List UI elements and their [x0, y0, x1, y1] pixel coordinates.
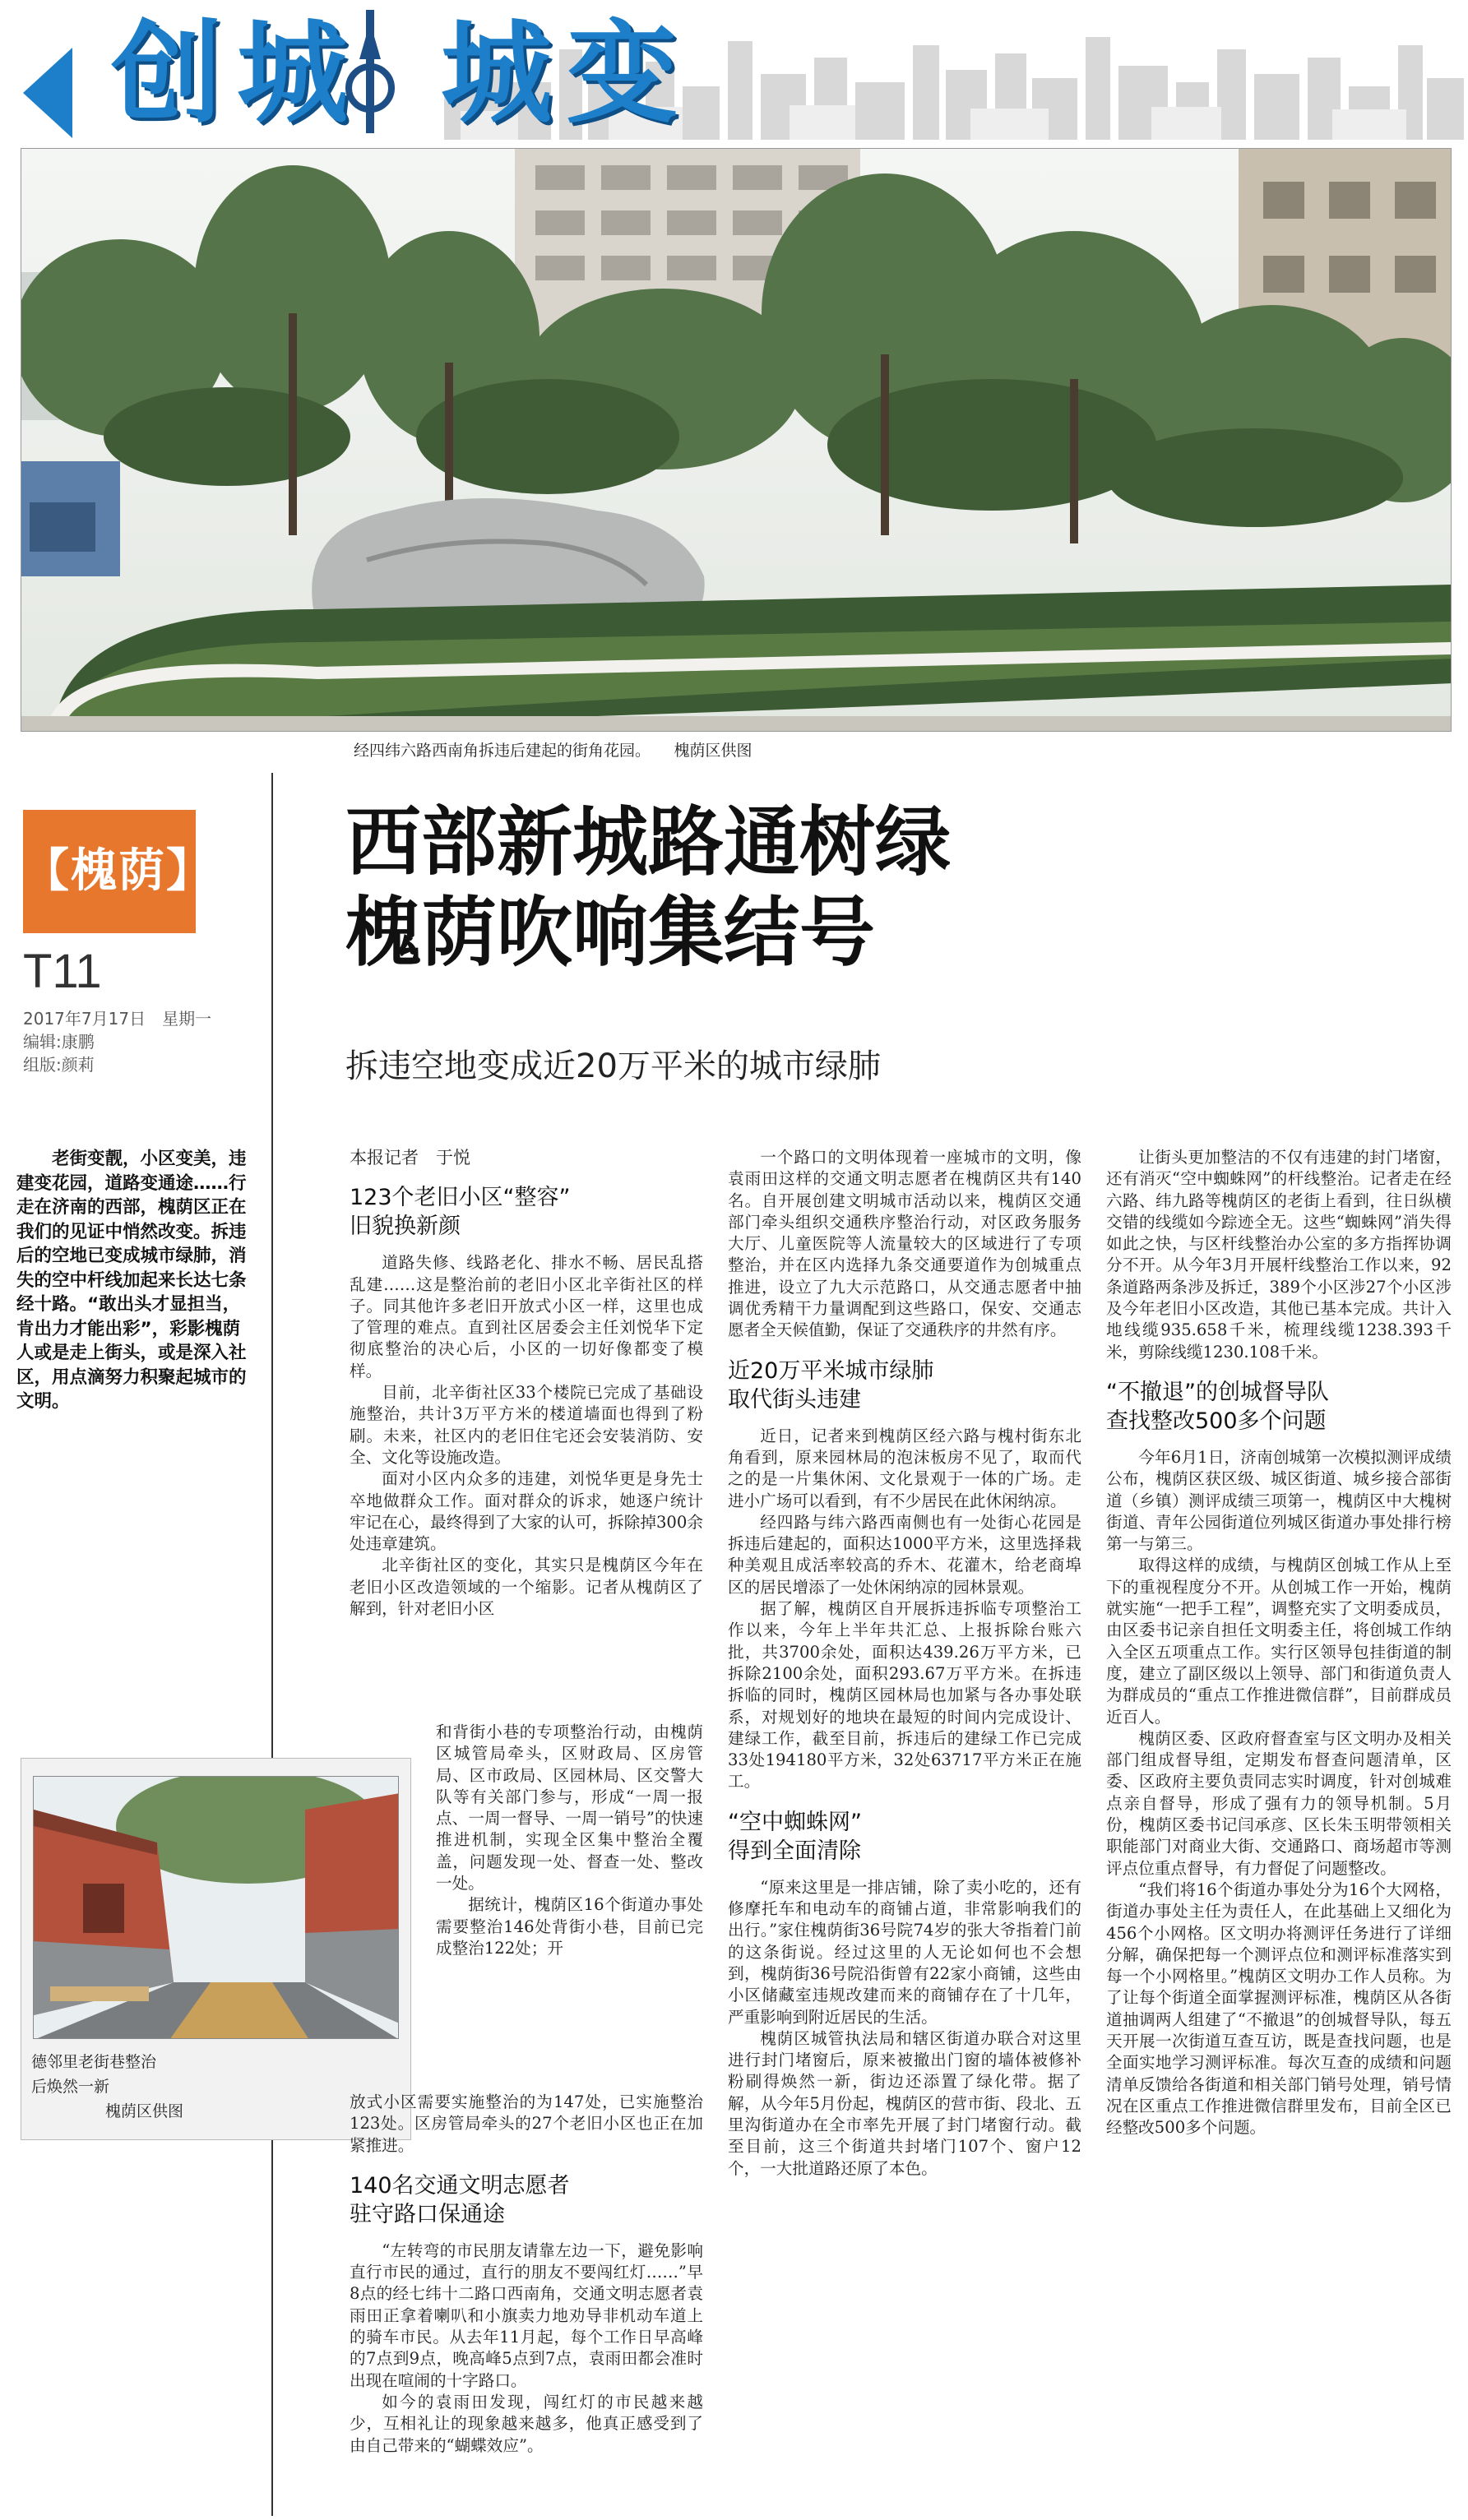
- masthead: [0, 0, 1468, 144]
- paragraph: 据了解，槐荫区自开展拆违拆临专项整治工作以来，今年上半年共汇总、上报拆除台账六批，共3700余处，面积达439.26万平方米，已拆除2100余处，面积293.67万平方米。在拆违拆临的同时，槐荫区园林局也加紧与各办事处联系，对规划好的地块在最短的时间内完成设计、建绿工作，截至目前，拆违后的建绿工作已完成33处194180平方米，32处63717平方米正在施工。: [728, 1599, 1081, 1792]
- issue-date: 2017年7月17日 星期一: [23, 1009, 212, 1029]
- paragraph: 如今的袁雨田发现，闯红灯的市民越来越少，互相礼让的现象越来越多，他真正感受到了由自己带来的“蝴蝶效应”。: [350, 2392, 703, 2455]
- paragraph: 近日，记者来到槐荫区经六路与槐村街东北角看到，原来园林局的泡沫板房不见了，取而代之的是一片集休闲、文化景观于一体的广场。走进小广场可以看到，有不少居民在此休闲纳凉。: [728, 1426, 1081, 1510]
- paragraph: “原来这里是一排店铺，除了卖小吃的，还有修摩托车和电动车的商铺占道，非常影响我们的出行。”家住槐荫街36号院74岁的张大爷指着门前的这条街说。经过这里的人无论如何也不会想到，槐荫街36号院沿街曾有22家小商铺，这些由小区储藏室违规改建而来的商铺存在了十几年，严重影响到附近居民的生活。: [728, 1877, 1081, 2027]
- section-title-5-b: 查找整改500多个问题: [1106, 1408, 1327, 1434]
- article-column-1-tail: [350, 2092, 703, 2457]
- article-column-2: [728, 1147, 1081, 2180]
- section-title-1: [350, 1183, 703, 1241]
- paragraph: 面对小区内众多的违建，刘悦华更是身先士卒地做群众工作。面对群众的诉求，她逐户统计牢记在心，最终得到了大家的认可，拆除掉300余处违章建筑。: [350, 1469, 703, 1554]
- paragraph: 经四路与纬六路西南侧也有一处街心花园是拆违后建起的，面积达1000平方米，这里选择栽种美观且成活率较高的乔木、花灌木，给老商埠区的居民增添了一处休闲纳凉的园林景观。: [728, 1512, 1081, 1597]
- section-title-2-a: 140名交通文明志愿者: [350, 2172, 570, 2199]
- section-title-2: [350, 2171, 703, 2229]
- street-corner-garden-image: [21, 149, 1452, 732]
- paragraph: 一个路口的文明体现着一座城市的文明，像袁雨田这样的交通文明志愿者在槐荫区共有140名。自开展创建文明城市活动以来，槐荫区交通部门牵头组织交通秩序整治行动，对区政务服务大厅、儿童医院等人流量较大的区域进行了专项整治，并在区内选择九条交通要道作为创城重点推进，设立了九大示范路口，从交通志愿者中抽调优秀精干力量调配到这些路口，保安、交通志愿者全天候值勤，保证了交通秩序的井然有序。: [728, 1148, 1081, 1340]
- inset-photo-caption: [31, 2050, 393, 2124]
- old-alley-image: [34, 1777, 399, 2039]
- emblem-icon: [333, 10, 407, 133]
- section-title-3: [728, 1357, 1081, 1414]
- inset-photo: [33, 1776, 399, 2039]
- headline-line-2: 槐荫吹响集结号: [345, 889, 876, 977]
- masthead-title-right: 城变: [441, 9, 692, 138]
- editor: 编辑:康鹏: [23, 1032, 95, 1052]
- section-title-4-a: “空中蜘蛛网”: [728, 1809, 862, 1835]
- inset-caption-line-2: 后焕然一新: [31, 2078, 110, 2096]
- paragraph: 目前，北辛街社区33个楼院已完成了基础设施整治，共计3万平方米的楼道墙面也得到了粉刷。未来，社区内的老旧住宅还会安装消防、安全、文化等设施改造。: [350, 1383, 703, 1467]
- section-title-4-b: 得到全面清除: [728, 1838, 861, 1864]
- article-column-3: [1106, 1147, 1452, 2139]
- main-photo: [21, 148, 1452, 732]
- subheadline: 拆违空地变成近20万平米的城市绿肺: [345, 1047, 881, 1085]
- section-title-3-b: 取代街头违建: [728, 1386, 861, 1413]
- masthead-title-left: 创城: [111, 9, 363, 138]
- paragraph: “我们将16个街道办事处分为16个大网格，街道办事处主任为责任人，在此基础上又细化为456个小网格。区文明办将测评任务进行了详细分解，确保把每一个测评点位和测评标准落实到每一个小网格里。”槐荫区文明办工作人员称。为了让每个街道全面掌握测评标准，槐荫区从各街道抽调两人组建了“不撤退”的创城督导队，每五天开展一次街道互查互访，既是查找问题，也是全面实地学习测评标准。每次互查的成绩和问题清单反馈给各街道和相关部门销号处理，销号情况在区重点工作推进微信群里发布，目前全区已经整改500多个问题。: [1106, 1880, 1452, 2138]
- inset-caption-credit: 槐荫区供图: [105, 2102, 184, 2120]
- paragraph: 据统计，槐荫区16个街道办事处需要整治146处背街小巷，目前已完成整治122处；开: [436, 1895, 703, 1958]
- section-title-3-a: 近20万平米城市绿肺: [728, 1357, 934, 1384]
- lead-text: 老街变靓，小区变美，违建变花园，道路变通途……行走在济南的西部，槐荫区正在我们的见证中悄然改变。拆违后的空地已变成城市绿肺，消失的空中杆线加起来长达七条经十路。“敢出头才显担当，肯出力才能出彩”，彩影槐荫人或是走上街头，或是深入社区，用点滴努力积聚起城市的文明。: [16, 1149, 247, 1412]
- headline: [345, 798, 951, 978]
- article-column-1-wrap: [436, 1722, 703, 1959]
- paragraph: 取得这样的成绩，与槐荫区创城工作从上至下的重视程度分不开。从创城工作一开始，槐荫就实施“一把手工程”，调整充实了文明委成员，由区委书记亲自担任文明委主任，将创城工作纳入全区五项重点工作。实行区领导包挂街道的制度，建立了副区级以上领导、部门和街道负责人为群成员的“重点工作推进微信群”，目前群成员近百人。: [1106, 1556, 1452, 1727]
- section-title-2-b: 驻守路口保通途: [350, 2201, 505, 2227]
- main-photo-caption: 经四纬六路西南角拆违后建起的街角花园。 槐荫区供图: [354, 742, 753, 760]
- paragraph: 北辛街社区的变化，其实只是槐荫区今年在老旧小区改造领域的一个缩影。记者从槐荫区了解到，针对老旧小区: [350, 1556, 703, 1619]
- section-title-5: [1106, 1378, 1452, 1436]
- byline: 本报记者 于悦: [350, 1148, 470, 1168]
- paragraph: 槐荫区委、区政府督查室与区文明办及相关部门组成督导组，定期发布督查问题清单，区委、区政府主要负责同志实时调度，针对创城难点亲自督导，形成了强有力的领导机制。5月份，槐荫区委书记闫承彦、区长朱玉明带领相关职能部门对商业大街、交通路口、商场超市等测评点位重点督导，有力督促了问题整改。: [1106, 1728, 1452, 1878]
- paragraph: 放式小区需要实施整治的为147处，已实施整治123处。区房管局牵头的27个老旧小区也正在加紧推进。: [350, 2092, 703, 2155]
- article-column-1: [350, 1147, 703, 1620]
- lead-paragraph: [16, 1147, 257, 1414]
- paragraph: 道路失修、线路老化、排水不畅、居民乱搭乱建……这是整治前的老旧小区北辛街社区的样子。同其他许多老旧开放式小区一样，这里也成了管理的难点。直到社区居委会主任刘悦华下定彻底整治的决心后，小区的一切好像都变了模样。: [350, 1253, 703, 1380]
- paragraph: 让街头更加整洁的不仅有违建的封门堵窗，还有消灭“空中蜘蛛网”的杆线整治。记者走在经六路、纬九路等槐荫区的老街上看到，往日纵横交错的线缆如今踪迹全无。这些“蜘蛛网”消失得如此之快，与区杆线整治办公室的多方指挥协调分不开。从今年3月开展杆线整治工作以来，92条道路两条涉及拆迁，389个小区涉27个小区涉及今年老旧小区改造，其他已基本完成。共计入地线缆935.658千米，梳理线缆1238.393千米，剪除线缆1230.108千米。: [1106, 1148, 1452, 1362]
- inset-caption-line-1: 德邻里老街巷整治: [31, 2053, 157, 2071]
- section-title-1-b: 旧貌换新颜: [350, 1214, 461, 1240]
- paragraph: 今年6月1日，济南创城第一次模拟测评成绩公布，槐荫区获区级、城区街道、城乡接合部街道（乡镇）测评成绩三项第一，槐荫区中大槐树街道、青年公园街道位列城区街道办事处排行榜第一与第三。: [1106, 1447, 1452, 1554]
- section-title-4: [728, 1808, 1081, 1866]
- page-number: T11: [23, 945, 102, 998]
- layout-editor: 组版:颜莉: [23, 1055, 95, 1075]
- headline-line-1: 西部新城路通树绿: [345, 798, 952, 886]
- column-divider: [271, 773, 273, 2516]
- paragraph: 和背街小巷的专项整治行动，由槐荫区城管局牵头，区财政局、区房管局、区市政局、区园林局、区交警大队等有关部门参与，形成“一周一报点、一周一督导、一周一销号”的快速推进机制，实现全区集中整治全覆盖，问题发现一处、督查一处、整改一处。: [436, 1722, 703, 1893]
- paragraph: 槐荫区城管执法局和辖区街道办联合对这里进行封门堵窗后，原来被撤出门窗的墙体被修补粉刷得焕然一新，街边还添置了绿化带。据了解，从今年5月份起，槐荫区的营市街、段北、五里沟街道办在全市率先开展了封门堵窗行动。截至目前，这三个街道共封堵门107个、窗户12个，一大批道路还原了本色。: [728, 2028, 1081, 2178]
- section-tag: 【槐荫】: [23, 810, 196, 933]
- section-title-5-a: “不撤退”的创城督导队: [1106, 1379, 1329, 1405]
- paragraph: “左转弯的市民朋友请靠左边一下，避免影响直行市民的通过，直行的朋友不要闯红灯……”早8点的经七纬十二路口西南角，交通文明志愿者袁雨田正拿着喇叭和小旗卖力地劝导非机动车道上的骑车市民。从去年11月起，每个工作日早高峰的7点到9点，晚高峰5点到7点，袁雨田都会准时出现在喧闹的十字路口。: [350, 2240, 703, 2390]
- issue-meta: [23, 1007, 211, 1076]
- section-title-1-a: 123个老旧小区“整容”: [350, 1185, 571, 1211]
